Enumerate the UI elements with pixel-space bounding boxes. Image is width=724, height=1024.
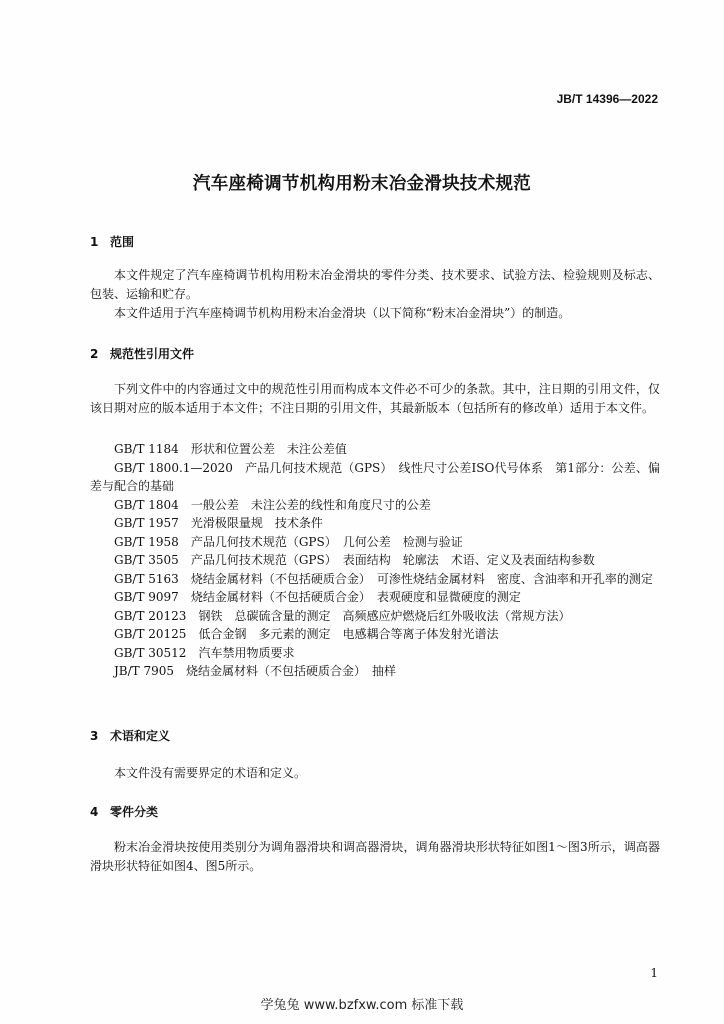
reference-item [90, 551, 660, 570]
reference-item [90, 644, 660, 663]
section-heading-normative-references [90, 345, 194, 362]
page-number: 1 [650, 966, 658, 980]
reference-code: GB/T 1804 [114, 497, 179, 512]
section-title: 规范性引用文件 [110, 347, 195, 361]
section-number: 4 [90, 805, 99, 819]
reference-title: 产品几何技术规范（GPS） 表面结构 轮廓法 术语、定义及表面结构参数 [190, 553, 595, 567]
reference-title: 光滑极限量规 技术条件 [190, 516, 323, 530]
reference-title: 低合金钢 多元素的测定 电感耦合等离子体发射光谱法 [198, 627, 499, 641]
reference-code: GB/T 20125 [114, 627, 187, 641]
paragraph: 本文件规定了汽车座椅调节机构用粉末冶金滑块的零件分类、技术要求、试验方法、检验规则及标志、包装、运输和贮存。 [90, 268, 660, 301]
standard-number: JB/T 14396—2022 [556, 92, 658, 106]
reference-code: GB/T 1957 [114, 516, 179, 530]
reference-code: GB/T 3505 [114, 553, 179, 567]
paragraph: 本文件适用于汽车座椅调节机构用粉末冶金滑块（以下简称“粉末冶金滑块”）的制造。 [114, 306, 571, 320]
reference-title: 钢铁 总碳硫含量的测定 高频感应炉燃烧后红外吸收法（常规方法） [198, 608, 571, 623]
section-heading-classification [90, 803, 158, 820]
reference-code: JB/T 7905 [114, 664, 175, 678]
reference-title: 产品几何技术规范（GPS） 线性尺寸公差ISO代号体系 第1部分：公差、偏差与配合的基础 [90, 460, 660, 493]
reference-title: 汽车禁用物质要求 [198, 645, 295, 660]
reference-item [90, 662, 660, 681]
section-heading-scope [90, 233, 134, 250]
reference-title: 一般公差 未注公差的线性和角度尺寸的公差 [190, 497, 431, 512]
section-number: 2 [90, 347, 99, 361]
reference-item [90, 514, 660, 533]
reference-code: GB/T 20123 [114, 608, 187, 623]
paragraph: 粉末冶金滑块按使用类别分为调角器滑块和调高器滑块，调角器滑块形状特征如图1～图3所示，调高器滑块形状特征如图4、图5所示。 [90, 840, 660, 873]
paragraph: 本文件没有需要界定的术语和定义。 [114, 766, 307, 780]
reference-code: GB/T 9097 [114, 590, 179, 604]
reference-item [90, 533, 660, 552]
reference-code: GB/T 30512 [114, 645, 187, 660]
section-heading-terms [90, 727, 170, 744]
reference-title: 烧结金属材料（不包括硬质合金） 表观硬度和显微硬度的测定 [190, 590, 521, 604]
reference-item [90, 607, 660, 626]
section-title: 术语和定义 [110, 729, 171, 743]
reference-item [90, 625, 660, 644]
reference-title: 烧结金属材料（不包括硬质合金） 可渗性烧结金属材料 密度、含油率和开孔率的测定 [190, 571, 653, 586]
reference-item [90, 570, 660, 589]
section-title: 范围 [110, 235, 135, 249]
section-title: 零件分类 [110, 805, 159, 819]
watermark-footer: 学兔兔 www.bzfxw.com 标准下载 [260, 998, 464, 1013]
paragraph: 下列文件中的内容通过文中的规范性引用而构成本文件必不可少的条款。其中，注日期的引用文件，仅该日期对应的版本适用于本文件；不注日期的引用文件，其最新版本（包括所有的修改单）适用于本文件。 [90, 382, 660, 415]
section-number: 1 [90, 235, 99, 249]
reference-item [90, 459, 660, 496]
reference-code: GB/T 1958 [114, 534, 179, 549]
reference-list [90, 440, 660, 681]
reference-title: 烧结金属材料（不包括硬质合金） 抽样 [186, 664, 397, 678]
reference-item [90, 496, 660, 515]
reference-code: GB/T 1184 [114, 442, 179, 456]
reference-title: 形状和位置公差 未注公差值 [190, 442, 347, 456]
document-title: 汽车座椅调节机构用粉末冶金滑块技术规范 [192, 174, 532, 194]
section-number: 3 [90, 729, 99, 743]
reference-code: GB/T 5163 [114, 571, 179, 586]
reference-item [90, 588, 660, 607]
reference-title: 产品几何技术规范（GPS） 几何公差 检测与验证 [190, 534, 463, 549]
reference-code: GB/T 1800.1—2020 [114, 460, 233, 475]
reference-item [90, 440, 660, 459]
